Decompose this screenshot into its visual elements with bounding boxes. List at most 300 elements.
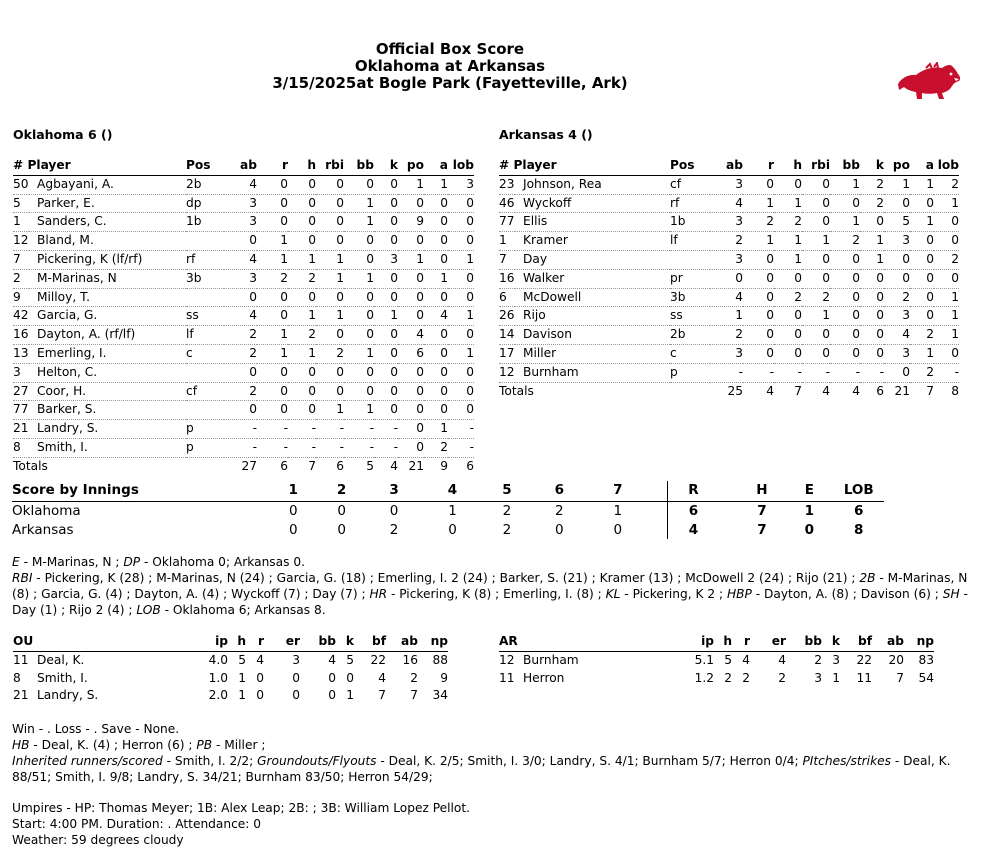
player-label: Wyckoff xyxy=(523,195,572,210)
inning-score: 2 xyxy=(502,522,512,538)
pstat-k: 3 xyxy=(832,652,840,667)
stat-ab: 2 xyxy=(710,326,743,345)
player-label: Kramer xyxy=(523,233,568,248)
player-row xyxy=(499,344,959,363)
stat-h: 1 xyxy=(774,194,802,213)
stat-k: 2 xyxy=(860,175,884,194)
player-row xyxy=(499,250,959,269)
stat-ab: 2 xyxy=(224,326,257,345)
stat-bb: 1 xyxy=(344,344,374,363)
stat-k: 1 xyxy=(374,307,398,326)
stat-k: 0 xyxy=(374,363,398,382)
home-pitching-header xyxy=(499,633,934,651)
pstat-bf: 11 xyxy=(856,670,872,685)
player-pos: rf xyxy=(186,250,224,269)
stat-k: 0 xyxy=(860,288,884,307)
stat-r: 0 xyxy=(257,194,288,213)
player-pos: c xyxy=(186,344,224,363)
player-pos: p xyxy=(186,420,224,439)
player-name xyxy=(499,326,670,345)
player-pos: p xyxy=(670,363,710,382)
player-number: 5 xyxy=(13,195,21,210)
innings-label: Score by Innings xyxy=(12,481,269,501)
player-number: 1 xyxy=(499,233,507,248)
pstat-bb: 0 xyxy=(328,670,336,685)
pstat-h: 1 xyxy=(238,670,246,685)
stat-po: 1 xyxy=(884,175,910,194)
stat-ab: 4 xyxy=(224,175,257,194)
pitcher-name: Landry, S. xyxy=(37,688,99,703)
pitcher-row xyxy=(499,651,934,669)
player-number: 8 xyxy=(13,439,21,454)
pitching-notes xyxy=(12,721,982,785)
pstat-ip: 1.0 xyxy=(208,670,228,685)
stat-a: 0 xyxy=(910,288,934,307)
stat-h: 0 xyxy=(774,326,802,345)
visitor-pitching-table xyxy=(13,633,448,705)
stat-h: - xyxy=(774,363,802,382)
stat-r: 0 xyxy=(257,288,288,307)
pitcher-name: Deal, K. xyxy=(37,652,85,667)
pcol-ip: ip xyxy=(688,633,714,651)
total-ab: 27 xyxy=(241,458,257,473)
stat-a: 2 xyxy=(424,438,448,457)
player-pos: 1b xyxy=(670,213,710,232)
pitching-details: Inherited runners/scored - Smith, I. 2/2; Groundouts/Flyouts - Deal, K. 2/5; Smith, I. 3/0; Landry, S. 4/1; Burnham 5/7; Herron 0/4; PItches/strikes - Deal, K. 88/51; Smith, I. 9/8; Landry, S. 34/21; Burnham 83/50; Herron 54/29; xyxy=(12,754,951,784)
stat-po: 0 xyxy=(398,307,424,326)
stat-lob: - xyxy=(934,363,959,382)
total-lob: 8 xyxy=(951,383,959,398)
player-row xyxy=(13,250,474,269)
player-number: 46 xyxy=(499,195,515,210)
innings-total: 1 xyxy=(804,502,815,519)
stat-bb: 1 xyxy=(344,401,374,420)
player-name xyxy=(499,363,670,382)
innings-total-lob: LOB xyxy=(834,481,884,501)
stat-a: 2 xyxy=(910,326,934,345)
stat-lob: 1 xyxy=(448,250,474,269)
stat-h: 1 xyxy=(288,344,316,363)
stat-h: 2 xyxy=(288,269,316,288)
stat-r: 0 xyxy=(743,307,774,326)
page-title: Official Box Score xyxy=(375,40,525,58)
total-po: 21 xyxy=(894,383,910,398)
home-batting-table xyxy=(499,157,959,400)
player-number: 21 xyxy=(13,421,29,436)
pstat-np: 83 xyxy=(918,652,934,667)
player-number: 1 xyxy=(13,214,21,229)
stat-r: - xyxy=(743,363,774,382)
player-number: 2 xyxy=(13,270,21,285)
stat-po: 0 xyxy=(884,269,910,288)
umpires: Umpires - HP: Thomas Meyer; 1B: Alex Leap; 2B: ; 3B: William Lopez Pellot. xyxy=(12,801,471,815)
pstat-ab: 2 xyxy=(410,670,418,685)
total-lob: 6 xyxy=(466,458,474,473)
stat-bb: 2 xyxy=(830,232,860,251)
innings-total-r: R xyxy=(648,481,739,501)
pitcher-row xyxy=(499,670,934,688)
stat-lob: 0 xyxy=(448,269,474,288)
stat-h: 1 xyxy=(288,250,316,269)
innings-row xyxy=(12,501,884,521)
col-a: a xyxy=(424,157,448,175)
stat-a: 0 xyxy=(910,250,934,269)
stat-a: 0 xyxy=(910,269,934,288)
player-row xyxy=(13,307,474,326)
home-batting-header xyxy=(499,157,959,175)
pitcher-name: Burnham xyxy=(523,652,579,667)
stat-h: 0 xyxy=(288,363,316,382)
stat-bb: 1 xyxy=(830,175,860,194)
stat-lob: 1 xyxy=(934,307,959,326)
pcol-k: k xyxy=(336,633,354,651)
visitor-batting-table xyxy=(13,157,474,476)
stat-h: 0 xyxy=(288,401,316,420)
player-label: Bland, M. xyxy=(37,233,94,248)
player-number: 23 xyxy=(499,176,515,191)
stat-ab: 4 xyxy=(224,250,257,269)
stat-h: - xyxy=(288,438,316,457)
stat-po: 6 xyxy=(398,344,424,363)
player-label: Coor, H. xyxy=(37,383,87,398)
matchup-title: Oklahoma at Arkansas xyxy=(354,57,546,75)
stat-r: - xyxy=(257,438,288,457)
pstat-k: 0 xyxy=(346,670,354,685)
total-ab: 25 xyxy=(727,383,743,398)
stat-rbi: - xyxy=(316,420,344,439)
stat-rbi: 0 xyxy=(802,194,830,213)
stat-lob: 2 xyxy=(934,250,959,269)
innings-team: Arkansas xyxy=(12,522,74,538)
player-name xyxy=(13,232,186,251)
player-name xyxy=(13,420,186,439)
stat-lob: 0 xyxy=(934,213,959,232)
stat-bb: 0 xyxy=(830,269,860,288)
player-label: Helton, C. xyxy=(37,364,98,379)
innings-total: 7 xyxy=(757,522,767,538)
stat-a: 0 xyxy=(424,382,448,401)
total-h: 7 xyxy=(794,383,802,398)
stat-h: 0 xyxy=(774,269,802,288)
totals-row xyxy=(13,457,474,475)
stat-h: 0 xyxy=(774,307,802,326)
col-r: r xyxy=(743,157,774,175)
stat-a: 0 xyxy=(424,232,448,251)
hb-pb-line: HB - Deal, K. (4) ; Herron (6) ; PB - Miller ; xyxy=(12,738,266,752)
player-label: Barker, S. xyxy=(37,402,97,417)
home-team-heading: Arkansas 4 () xyxy=(499,127,593,142)
stat-rbi: 0 xyxy=(316,363,344,382)
pstat-bb: 4 xyxy=(328,652,336,667)
stat-a: 0 xyxy=(910,307,934,326)
stat-lob: 1 xyxy=(934,326,959,345)
player-pos: 3b xyxy=(186,269,224,288)
visitor-pitching-label: OU xyxy=(13,633,202,651)
player-row xyxy=(499,232,959,251)
notes-errors-dp: E - M-Marinas, N ; DP - Oklahoma 0; Arkansas 0. xyxy=(12,555,305,569)
stat-bb: 1 xyxy=(344,194,374,213)
pitcher-row xyxy=(13,651,448,669)
col-ab: ab xyxy=(224,157,257,175)
weather: Weather: 59 degrees cloudy xyxy=(12,833,184,847)
stat-po: 1 xyxy=(398,175,424,194)
stat-lob: 0 xyxy=(448,194,474,213)
inning-3: 3 xyxy=(366,481,422,501)
stat-k: 0 xyxy=(374,194,398,213)
stat-h: 2 xyxy=(774,213,802,232)
col-pos: Pos xyxy=(670,157,710,175)
stat-po: 0 xyxy=(398,232,424,251)
stat-h: 0 xyxy=(288,232,316,251)
player-pos: lf xyxy=(186,326,224,345)
innings-total: 0 xyxy=(804,522,815,538)
stat-bb: 1 xyxy=(344,269,374,288)
inning-6: 6 xyxy=(531,481,587,501)
player-name xyxy=(13,175,186,194)
player-row xyxy=(13,194,474,213)
stat-r: 0 xyxy=(743,175,774,194)
stat-r: 0 xyxy=(257,363,288,382)
player-pos xyxy=(186,232,224,251)
stat-h: 1 xyxy=(288,307,316,326)
stat-ab: 0 xyxy=(224,232,257,251)
inning-score: 2 xyxy=(555,502,564,519)
pstat-k: 5 xyxy=(346,652,354,667)
pcol-h: h xyxy=(714,633,732,651)
player-label: Smith, I. xyxy=(37,439,88,454)
player-pos: 2b xyxy=(186,175,224,194)
stat-ab: 3 xyxy=(710,175,743,194)
player-name xyxy=(13,194,186,213)
stat-rbi: 0 xyxy=(802,326,830,345)
pcol-bb: bb xyxy=(786,633,822,651)
player-row xyxy=(13,420,474,439)
col-player: # Player xyxy=(499,157,670,175)
stat-rbi: 2 xyxy=(802,288,830,307)
pstat-np: 9 xyxy=(440,670,448,685)
totals-row xyxy=(499,382,959,400)
player-name xyxy=(499,250,670,269)
player-pos: 3b xyxy=(670,288,710,307)
stat-k: 0 xyxy=(374,213,398,232)
col-h: h xyxy=(288,157,316,175)
pstat-ab: 16 xyxy=(402,652,418,667)
stat-k: - xyxy=(374,420,398,439)
pstat-h: 1 xyxy=(238,688,246,703)
player-number: 17 xyxy=(499,345,515,360)
stat-lob: 0 xyxy=(934,232,959,251)
visitor-team-heading: Oklahoma 6 () xyxy=(13,127,113,142)
player-label: Landry, S. xyxy=(37,421,99,436)
inning-score: 2 xyxy=(389,522,399,538)
total-bb: 4 xyxy=(852,383,860,398)
stat-ab: 2 xyxy=(710,232,743,251)
pstat-bf: 22 xyxy=(856,652,872,667)
player-number: 7 xyxy=(13,251,21,266)
stat-ab: 3 xyxy=(224,194,257,213)
stat-r: 2 xyxy=(743,213,774,232)
stat-a: 0 xyxy=(424,326,448,345)
player-number: 27 xyxy=(13,383,29,398)
stat-ab: 3 xyxy=(710,213,743,232)
totals-label: Totals xyxy=(13,458,48,473)
total-rbi: 6 xyxy=(336,458,344,473)
player-label: Rijo xyxy=(523,308,546,323)
player-pos: cf xyxy=(670,175,710,194)
stat-lob: 0 xyxy=(448,382,474,401)
stat-a: 0 xyxy=(424,344,448,363)
stat-r: 1 xyxy=(743,194,774,213)
col-player: # Player xyxy=(13,157,186,175)
player-pos: pr xyxy=(670,269,710,288)
col-lob: lob xyxy=(934,157,959,175)
stat-bb: 0 xyxy=(344,382,374,401)
stat-lob: 0 xyxy=(448,363,474,382)
pcol-ip: ip xyxy=(202,633,228,651)
player-row xyxy=(13,213,474,232)
player-row xyxy=(499,363,959,382)
player-name xyxy=(499,213,670,232)
player-row xyxy=(13,438,474,457)
player-name xyxy=(499,344,670,363)
player-label: Dayton, A. (rf/lf) xyxy=(37,327,136,342)
notes-details: RBI - Pickering, K (28) ; M-Marinas, N (24) ; Garcia, G. (18) ; Emerling, I. 2 (24) ; Barker, S. (21) ; Kramer (13) ; McDowell 2 (24) ; Rijo (21) ; 2B - M-Marinas, N (8) ; Garcia, G. (4) ; Dayton, A. (4) ; Wyckoff (7) ; Day (7) ; HR - Pickering, K (8) ; Emerling, I. (8) ; KL - Pickering, K 2 ; HBP - Dayton, A. (8) ; Davison (6) ; SH - Day (1) ; Rijo 2 (4) ; LOB - Oklahoma 6; Arkansas 8. xyxy=(12,571,968,617)
pcol-h: h xyxy=(228,633,246,651)
stat-rbi: 1 xyxy=(802,307,830,326)
pcol-bf: bf xyxy=(354,633,386,651)
stat-lob: 0 xyxy=(448,213,474,232)
player-number: 77 xyxy=(499,214,515,229)
stat-lob: 1 xyxy=(448,344,474,363)
inning-score: 0 xyxy=(337,502,346,519)
player-number: 3 xyxy=(13,364,21,379)
stat-ab: 0 xyxy=(710,269,743,288)
total-bb: 5 xyxy=(366,458,374,473)
stat-r: 0 xyxy=(743,326,774,345)
stat-bb: 0 xyxy=(344,175,374,194)
stat-po: 9 xyxy=(398,213,424,232)
pstat-ip: 2.0 xyxy=(208,688,228,703)
stat-ab: 2 xyxy=(224,344,257,363)
player-name xyxy=(13,288,186,307)
player-number: 13 xyxy=(13,345,29,360)
pstat-r: 4 xyxy=(742,652,750,667)
inning-score: 2 xyxy=(502,502,512,519)
player-name xyxy=(13,269,186,288)
player-name xyxy=(13,401,186,420)
inning-score: 0 xyxy=(288,502,298,519)
stat-po: 0 xyxy=(398,438,424,457)
pstat-k: 1 xyxy=(832,670,840,685)
stat-po: 0 xyxy=(884,194,910,213)
stat-ab: 3 xyxy=(224,213,257,232)
stat-ab: - xyxy=(224,420,257,439)
visitor-pitching-header xyxy=(13,633,448,651)
stat-r: 0 xyxy=(257,401,288,420)
player-label: M-Marinas, N xyxy=(37,270,117,285)
player-number: 7 xyxy=(499,251,507,266)
stat-lob: 1 xyxy=(934,288,959,307)
total-h: 7 xyxy=(308,458,316,473)
player-row xyxy=(13,363,474,382)
player-number: 12 xyxy=(499,364,515,379)
stat-a: 0 xyxy=(424,213,448,232)
stat-lob: 2 xyxy=(934,175,959,194)
stat-k: 1 xyxy=(860,250,884,269)
stat-a: 2 xyxy=(910,363,934,382)
total-r: 6 xyxy=(280,458,288,473)
player-pos xyxy=(670,250,710,269)
stat-rbi: - xyxy=(802,363,830,382)
stat-h: 2 xyxy=(288,326,316,345)
inning-score: 0 xyxy=(288,522,298,538)
stat-lob: 1 xyxy=(934,194,959,213)
innings-total: 6 xyxy=(854,502,864,519)
pcol-ab: ab xyxy=(386,633,418,651)
stat-rbi: 1 xyxy=(316,269,344,288)
total-k: 4 xyxy=(390,458,398,473)
player-name xyxy=(13,344,186,363)
innings-header xyxy=(12,481,884,501)
stat-a: 0 xyxy=(424,288,448,307)
col-h: h xyxy=(774,157,802,175)
stat-rbi: 0 xyxy=(316,175,344,194)
stat-po: 0 xyxy=(398,269,424,288)
stat-bb: - xyxy=(830,363,860,382)
stat-rbi: 0 xyxy=(316,194,344,213)
stat-rbi: 0 xyxy=(316,382,344,401)
stat-bb: 0 xyxy=(830,344,860,363)
innings-divider xyxy=(667,481,668,539)
stat-bb: - xyxy=(344,438,374,457)
stat-bb: 0 xyxy=(344,232,374,251)
player-name xyxy=(13,438,186,457)
stat-rbi: 0 xyxy=(802,250,830,269)
innings-total: 7 xyxy=(757,502,767,519)
stat-bb: - xyxy=(344,420,374,439)
stat-ab: 3 xyxy=(710,344,743,363)
player-name xyxy=(13,307,186,326)
pitcher-row xyxy=(13,670,448,688)
player-row xyxy=(499,175,959,194)
stat-k: 0 xyxy=(860,213,884,232)
col-rbi: rbi xyxy=(802,157,830,175)
stat-bb: 0 xyxy=(830,307,860,326)
player-row xyxy=(13,269,474,288)
player-name xyxy=(13,326,186,345)
player-label: Sanders, C. xyxy=(37,214,107,229)
col-k: k xyxy=(374,157,398,175)
player-name xyxy=(13,213,186,232)
stat-rbi: 0 xyxy=(802,175,830,194)
stat-bb: 0 xyxy=(344,326,374,345)
pstat-h: 2 xyxy=(724,670,732,685)
total-k: 6 xyxy=(876,383,884,398)
inning-2: 2 xyxy=(317,481,365,501)
stat-r: 0 xyxy=(257,213,288,232)
stat-k: 0 xyxy=(374,175,398,194)
pitcher-number: 12 xyxy=(499,652,515,667)
pstat-bf: 7 xyxy=(378,688,386,703)
player-name xyxy=(13,250,186,269)
stat-r: 1 xyxy=(257,326,288,345)
total-a: 9 xyxy=(440,458,448,473)
col-a: a xyxy=(910,157,934,175)
pcol-np: np xyxy=(418,633,448,651)
stat-rbi: 1 xyxy=(316,401,344,420)
stat-po: 0 xyxy=(398,420,424,439)
stat-po: 4 xyxy=(398,326,424,345)
